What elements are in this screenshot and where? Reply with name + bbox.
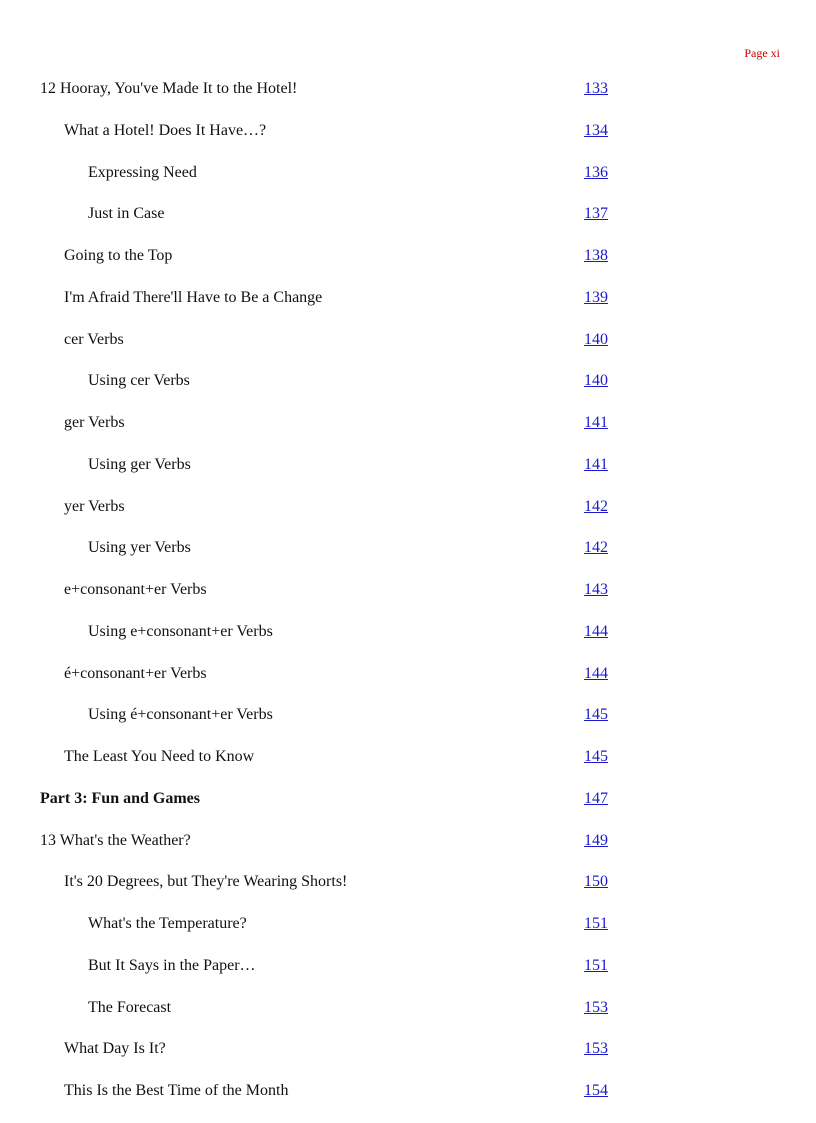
toc-entry-title: ger Verbs (64, 414, 125, 431)
toc-entry (40, 319, 620, 361)
toc-entry-title: Using é+consonant+er Verbs (88, 706, 273, 724)
toc-page-link[interactable]: 144 (584, 664, 608, 682)
toc-entry-title: It's 20 Degrees, but They're Wearing Shorts! (64, 873, 348, 891)
toc-entry (40, 569, 620, 611)
toc-entry (40, 1028, 620, 1070)
toc-page-link[interactable]: 139 (584, 288, 608, 306)
toc-page-link[interactable]: 154 (584, 1082, 608, 1099)
toc-page-link[interactable]: 151 (584, 915, 608, 932)
toc-entry (40, 611, 620, 653)
page-number-label: Page xi (744, 46, 780, 60)
toc-entry (40, 68, 620, 110)
toc-entry (40, 360, 620, 402)
toc-entry-title: What a Hotel! Does It Have…? (64, 121, 267, 139)
toc-entry-title: Using cer Verbs (88, 372, 190, 390)
toc-entry (40, 527, 620, 569)
toc-page-link[interactable]: 141 (584, 455, 608, 473)
toc-page-link[interactable]: 141 (584, 414, 608, 431)
toc-page-link[interactable]: 136 (584, 163, 608, 181)
toc-entry (40, 152, 620, 194)
toc-page-link[interactable]: 137 (584, 205, 608, 223)
toc-entry-title: é+consonant+er Verbs (64, 664, 207, 682)
toc-page-link[interactable]: 134 (584, 121, 608, 139)
toc-entry (40, 903, 620, 945)
toc-entry-title: Expressing Need (88, 163, 197, 181)
toc-page-link[interactable]: 143 (584, 581, 608, 598)
toc-entry (40, 820, 620, 862)
toc-entry-title: Using e+consonant+er Verbs (88, 622, 273, 640)
toc-entry-title: 12 Hooray, You've Made It to the Hotel! (40, 80, 298, 97)
table-of-contents (40, 68, 620, 1112)
toc-entry-title: Using yer Verbs (88, 539, 191, 557)
toc-entry-title: Using ger Verbs (88, 455, 191, 473)
toc-page-link[interactable]: 153 (584, 1040, 608, 1058)
toc-entry-title: What Day Is It? (64, 1040, 166, 1058)
toc-entry-title: What's the Temperature? (88, 915, 247, 932)
toc-entry (40, 694, 620, 736)
toc-entry-title: Just in Case (88, 205, 165, 223)
toc-page-link[interactable]: 150 (584, 873, 608, 891)
toc-page-link[interactable]: 140 (584, 330, 608, 348)
toc-entry (40, 110, 620, 152)
toc-page-link[interactable]: 147 (584, 789, 608, 807)
toc-page-link[interactable]: 142 (584, 539, 608, 557)
toc-entry (40, 736, 620, 778)
toc-page-link[interactable]: 145 (584, 706, 608, 724)
toc-entry (40, 778, 620, 820)
toc-entry-title: The Least You Need to Know (64, 748, 255, 765)
toc-entry (40, 1070, 620, 1112)
toc-entry (40, 486, 620, 528)
toc-page-link[interactable]: 138 (584, 247, 608, 264)
toc-entry-title: The Forecast (88, 998, 172, 1016)
toc-entry (40, 861, 620, 903)
toc-entry-title: yer Verbs (64, 497, 125, 515)
toc-entry (40, 402, 620, 444)
toc-entry-title: But It Says in the Paper… (88, 956, 256, 974)
toc-page-link[interactable]: 140 (584, 372, 608, 390)
toc-page-link[interactable]: 151 (584, 956, 608, 974)
toc-entry-title: Part 3: Fun and Games (40, 789, 200, 807)
toc-entry (40, 444, 620, 486)
toc-entry-title: Going to the Top (64, 247, 173, 264)
toc-page-link[interactable]: 149 (584, 831, 608, 849)
toc-page-link[interactable]: 144 (584, 622, 608, 640)
toc-entry-title: 13 What's the Weather? (40, 831, 191, 849)
toc-page-link[interactable]: 153 (584, 998, 608, 1016)
toc-page-link[interactable]: 145 (584, 748, 608, 765)
toc-page-link[interactable]: 133 (584, 80, 608, 97)
toc-entry-title: This Is the Best Time of the Month (64, 1082, 289, 1099)
toc-entry (40, 945, 620, 987)
toc-page-link[interactable]: 142 (584, 497, 608, 515)
toc-entry (40, 653, 620, 695)
toc-entry (40, 987, 620, 1029)
toc-entry-title: I'm Afraid There'll Have to Be a Change (64, 288, 323, 306)
toc-entry-title: e+consonant+er Verbs (64, 581, 207, 598)
toc-entry (40, 193, 620, 235)
toc-entry-title: cer Verbs (64, 330, 124, 348)
toc-entry (40, 277, 620, 319)
toc-entry (40, 235, 620, 277)
